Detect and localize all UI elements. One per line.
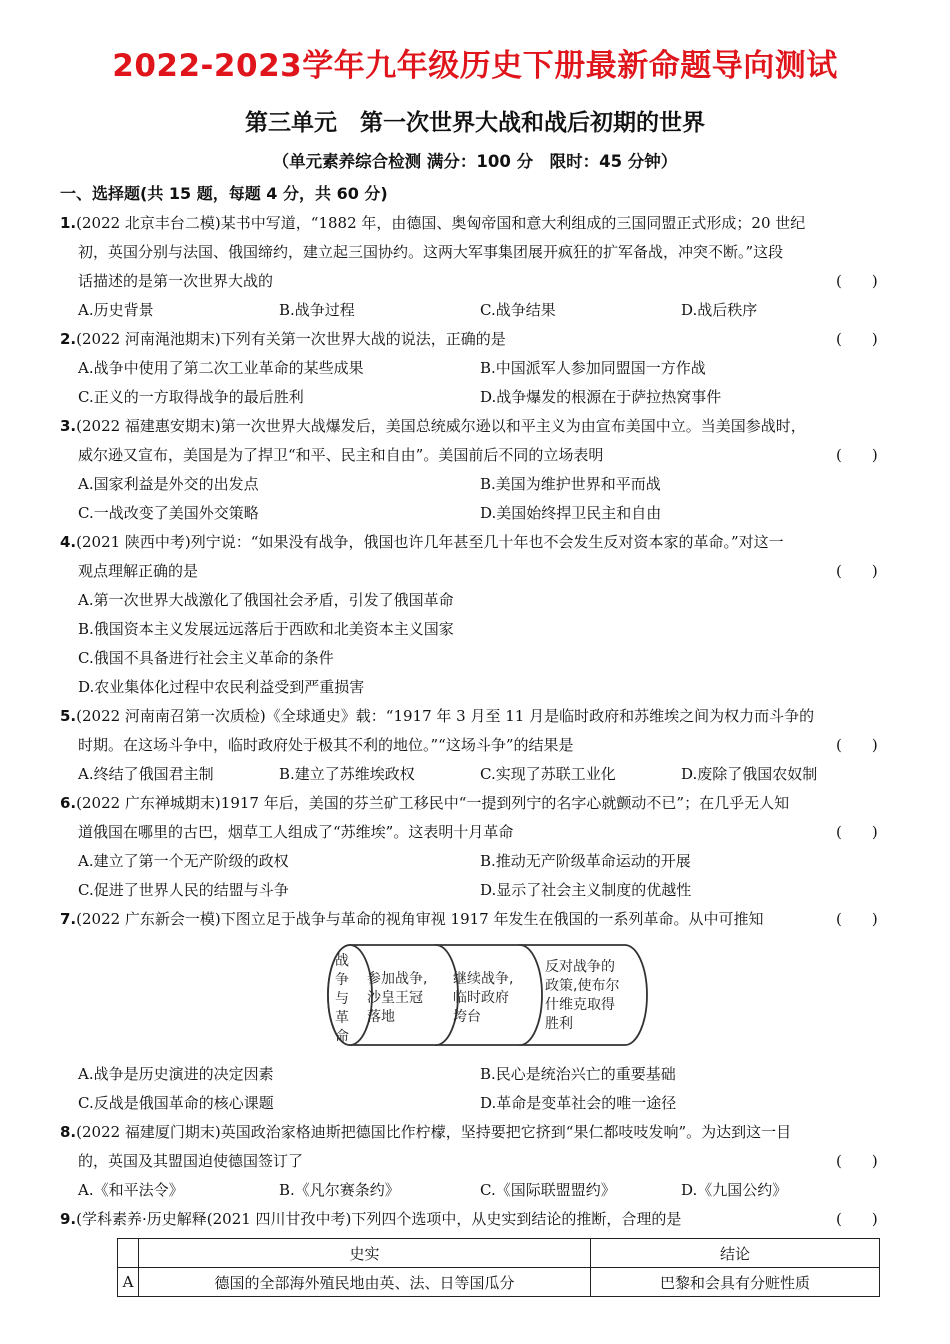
q3-number: 3.	[60, 417, 77, 435]
q6-option-c[interactable]: C.促进了世界人民的结盟与斗争	[78, 881, 289, 899]
q3-option-b[interactable]: B.美国为维护世界和平而战	[480, 475, 661, 493]
diagram-stage3-text: 政策,使布尔	[545, 978, 620, 994]
q2-option-a[interactable]: A.战争中使用了第二次工业革命的某些成果	[78, 359, 364, 377]
q3-option-c[interactable]: C.一战改变了美国外交策略	[78, 504, 259, 522]
diagram-title-char: 争	[335, 972, 349, 988]
q3-line2: 威尔逊又宣布，美国是为了捍卫“和平、民主和自由”。美国前后不同的立场表明	[78, 446, 604, 464]
q7-option-a[interactable]: A.战争是历史演进的决定因素	[78, 1065, 274, 1083]
q3-answer-bracket[interactable]: ( )	[836, 446, 878, 464]
q6-option-b[interactable]: B.推动无产阶级革命运动的开展	[480, 852, 691, 870]
table-row-fact: 德国的全部海外殖民地由英、法、日等国瓜分	[139, 1268, 591, 1297]
table-cell	[118, 1239, 139, 1268]
diagram-stage3-text: 反对战争的	[545, 959, 615, 975]
q7-answer-bracket[interactable]: ( )	[836, 910, 878, 928]
q1-option-b[interactable]: B.战争过程	[279, 301, 355, 319]
diagram-stage3-text: 胜利	[545, 1016, 573, 1032]
q5-answer-bracket[interactable]: ( )	[836, 736, 878, 754]
diagram-title-char: 命	[335, 1029, 349, 1045]
q8-option-d[interactable]: D.《九国公约》	[681, 1181, 788, 1199]
q7-option-d[interactable]: D.革命是变革社会的唯一途径	[480, 1094, 677, 1112]
diagram-title-char: 战	[335, 953, 349, 969]
table-row-key: A	[118, 1268, 139, 1297]
q6-number: 6.	[60, 794, 77, 812]
section-heading: 一、选择题(共 15 题，每题 4 分，共 60 分)	[60, 184, 388, 203]
q7-number: 7.	[60, 910, 77, 928]
diagram-title-char: 革	[335, 1010, 349, 1026]
q5-option-d[interactable]: D.废除了俄国农奴制	[681, 765, 818, 783]
q1-answer-bracket[interactable]: ( )	[836, 272, 878, 290]
q4-option-a[interactable]: A.第一次世界大战激化了俄国社会矛盾，引发了俄国革命	[78, 591, 454, 609]
q4-option-b[interactable]: B.俄国资本主义发展远远落后于西欧和北美资本主义国家	[78, 620, 454, 638]
q8-option-a[interactable]: A.《和平法令》	[78, 1181, 184, 1199]
q2-option-d[interactable]: D.战争爆发的根源在于萨拉热窝事件	[480, 388, 722, 406]
q3-option-d[interactable]: D.美国始终捍卫民主和自由	[480, 504, 662, 522]
diagram-stage3-text: 什维克取得	[545, 997, 615, 1013]
table-header-conclusion: 结论	[591, 1239, 880, 1268]
q5-line1: 5.(2022 河南南召第一次质检)《全球通史》载：“1917 年 3 月至 11 月是临时政府和苏维埃之间为权力而斗争的	[60, 707, 815, 725]
q8-answer-bracket[interactable]: ( )	[836, 1152, 878, 1170]
q9-number: 9.	[60, 1210, 77, 1228]
diagram-stage1-text: 参加战争,	[367, 971, 428, 987]
q4-number: 4.	[60, 533, 77, 551]
q6-line1: 6.(2022 广东禅城期末)1917 年后，美国的芬兰矿工移民中“一提到列宁的名字心就颤动不已”；在几乎无人知	[60, 794, 790, 812]
q2-number: 2.	[60, 330, 77, 348]
q7-option-c[interactable]: C.反战是俄国革命的核心课题	[78, 1094, 274, 1112]
q1-line3: 话描述的是第一次世界大战的	[78, 272, 274, 290]
table-row-conclusion: 巴黎和会具有分赃性质	[591, 1268, 880, 1297]
q4-line1: 4.(2021 陕西中考)列宁说：“如果没有战争，俄国也许几年甚至几十年也不会发生反对资本家的革命。”对这一	[60, 533, 784, 551]
q5-option-a[interactable]: A.终结了俄国君主制	[78, 765, 214, 783]
diagram-stage2-text: 继续战争,	[453, 971, 514, 987]
q5-line2: 时期。在这场斗争中，临时政府处于极其不利的地位。”“这场斗争”的结果是	[78, 736, 574, 754]
q5-option-c[interactable]: C.实现了苏联工业化	[480, 765, 616, 783]
q5-number: 5.	[60, 707, 77, 725]
q8-option-b[interactable]: B.《凡尔赛条约》	[279, 1181, 400, 1199]
q8-option-c[interactable]: C.《国际联盟盟约》	[480, 1181, 616, 1199]
diagram-stage1-text: 落地	[367, 1009, 395, 1025]
q1-option-a[interactable]: A.历史背景	[78, 301, 154, 319]
diagram-stage1-text: 沙皇王冠	[367, 990, 423, 1006]
q2-option-c[interactable]: C.正义的一方取得战争的最后胜利	[78, 388, 304, 406]
q3-line1: 3.(2022 福建惠安期末)第一次世界大战爆发后，美国总统威尔逊以和平主义为由宣布美国中立。当美国参战时，	[60, 417, 806, 435]
q8-line2: 的，英国及其盟国迫使德国签订了	[78, 1152, 304, 1170]
q1-number: 1.	[60, 214, 77, 232]
q2-answer-bracket[interactable]: ( )	[836, 330, 878, 348]
diagram-stage2-text: 垮台	[453, 1009, 481, 1025]
q6-option-a[interactable]: A.建立了第一个无产阶级的政权	[78, 852, 289, 870]
q9-table	[117, 1238, 880, 1297]
q7-line1: 7.(2022 广东新会一模)下图立足于战争与革命的视角审视 1917 年发生在俄国的一系列革命。从中可推知	[60, 910, 764, 928]
q1-option-d[interactable]: D.战后秩序	[681, 301, 758, 319]
q3-option-a[interactable]: A.国家利益是外交的出发点	[78, 475, 259, 493]
table-header-row	[118, 1239, 880, 1268]
exam-title: 2022-2023学年九年级历史下册最新命题导向测试	[112, 48, 838, 84]
q8-line1: 8.(2022 福建厦门期末)英国政治家格迪斯把德国比作柠檬，坚持要把它挤到“果仁都吱吱发响”。为达到这一目	[60, 1123, 792, 1141]
q9-answer-bracket[interactable]: ( )	[836, 1210, 878, 1228]
q9-line1: 9.(学科素养·历史解释(2021 四川甘孜中考)下列四个选项中，从史实到结论的推断，合理的是	[60, 1210, 682, 1228]
exam-meta: （单元素养综合检测 满分：100 分 限时：45 分钟）	[272, 152, 678, 171]
q6-line2: 道俄国在哪里的古巴，烟草工人组成了“苏维埃”。这表明十月革命	[78, 823, 514, 841]
unit-title: 第三单元 第一次世界大战和战后初期的世界	[245, 110, 705, 136]
q8-number: 8.	[60, 1123, 77, 1141]
q1-option-c[interactable]: C.战争结果	[480, 301, 556, 319]
q4-option-c[interactable]: C.俄国不具备进行社会主义革命的条件	[78, 649, 334, 667]
q2-line1: 2.(2022 河南渑池期末)下列有关第一次世界大战的说法，正确的是	[60, 330, 506, 348]
q5-option-b[interactable]: B.建立了苏维埃政权	[279, 765, 415, 783]
table-row	[118, 1268, 880, 1297]
q4-answer-bracket[interactable]: ( )	[836, 562, 878, 580]
q1-line1: 1.(2022 北京丰台二模)某书中写道，“1882 年，由德国、奥匈帝国和意大利组成的三国同盟正式形成；20 世纪	[60, 214, 806, 232]
q6-answer-bracket[interactable]: ( )	[836, 823, 878, 841]
table-header-fact: 史实	[139, 1239, 591, 1268]
q2-option-b[interactable]: B.中国派军人参加同盟国一方作战	[480, 359, 706, 377]
diagram-title-char: 与	[335, 991, 349, 1007]
q4-line2: 观点理解正确的是	[78, 562, 199, 580]
q6-option-d[interactable]: D.显示了社会主义制度的优越性	[480, 881, 692, 899]
diagram-stage2-text: 临时政府	[453, 990, 509, 1006]
war-revolution-diagram	[321, 941, 649, 1049]
q7-option-b[interactable]: B.民心是统治兴亡的重要基础	[480, 1065, 676, 1083]
q4-option-d[interactable]: D.农业集体化过程中农民利益受到严重损害	[78, 678, 365, 696]
q1-line2: 初，英国分别与法国、俄国缔约，建立起三国协约。这两大军事集团展开疯狂的扩军备战，冲突不断。”这段	[78, 243, 784, 261]
